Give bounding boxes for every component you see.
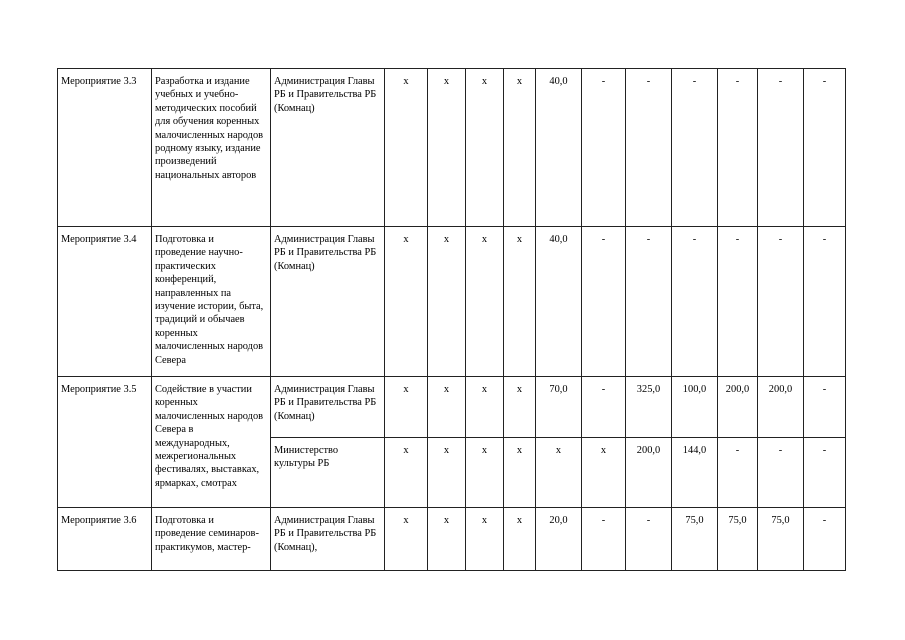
value-cell: 144,0 <box>672 438 718 508</box>
value-cell: - <box>718 69 758 227</box>
description-cell: Подготовка и проведение семинаров-практикумов, мастер- <box>152 508 271 571</box>
value-cell: x <box>504 69 536 227</box>
description-cell: Подготовка и проведение научно-практических конференций, направленных па изучение истории, быта, традиций и обычаев коренных малочисленных народов Севера <box>152 227 271 377</box>
value-cell: 75,0 <box>758 508 804 571</box>
measure-cell: Мероприятие 3.6 <box>58 508 152 571</box>
value-cell: - <box>582 377 626 438</box>
value-cell: - <box>582 69 626 227</box>
value-cell: - <box>804 227 846 377</box>
value-cell: x <box>428 508 466 571</box>
value-cell: 200,0 <box>718 377 758 438</box>
value-cell: - <box>804 438 846 508</box>
value-cell: x <box>466 438 504 508</box>
value-cell: x <box>385 227 428 377</box>
value-cell: x <box>466 377 504 438</box>
value-cell: - <box>718 227 758 377</box>
table-row <box>58 69 846 227</box>
value-cell: x <box>428 377 466 438</box>
value-cell: x <box>385 508 428 571</box>
value-cell: x <box>428 69 466 227</box>
value-cell: x <box>582 438 626 508</box>
value-cell: 75,0 <box>672 508 718 571</box>
table-row <box>58 377 846 438</box>
value-cell: - <box>718 438 758 508</box>
value-cell: 325,0 <box>626 377 672 438</box>
program-activities-table <box>57 68 846 571</box>
value-cell: x <box>504 508 536 571</box>
table-row <box>58 508 846 571</box>
value-cell: x <box>385 69 428 227</box>
executor-cell: Министерство культуры РБ <box>271 438 385 508</box>
value-cell: - <box>582 508 626 571</box>
measure-cell: Мероприятие 3.3 <box>58 69 152 227</box>
value-cell: x <box>466 69 504 227</box>
value-cell: x <box>466 508 504 571</box>
value-cell: 40,0 <box>536 227 582 377</box>
value-cell: - <box>804 508 846 571</box>
table-row <box>58 227 846 377</box>
value-cell: x <box>428 227 466 377</box>
measure-cell: Мероприятие 3.5 <box>58 377 152 508</box>
value-cell: - <box>626 227 672 377</box>
value-cell: - <box>626 69 672 227</box>
value-cell: - <box>758 227 804 377</box>
value-cell: x <box>504 227 536 377</box>
value-cell: 200,0 <box>626 438 672 508</box>
value-cell: x <box>466 227 504 377</box>
value-cell: - <box>758 69 804 227</box>
value-cell: x <box>385 438 428 508</box>
value-cell: 70,0 <box>536 377 582 438</box>
value-cell: 100,0 <box>672 377 718 438</box>
value-cell: - <box>582 227 626 377</box>
value-cell: x <box>504 377 536 438</box>
value-cell: - <box>672 227 718 377</box>
value-cell: 75,0 <box>718 508 758 571</box>
executor-cell: Администрация Главы РБ и Правительства РБ (Комнац) <box>271 227 385 377</box>
value-cell: x <box>504 438 536 508</box>
program-table-page <box>57 68 846 571</box>
value-cell: - <box>804 69 846 227</box>
measure-cell: Мероприятие 3.4 <box>58 227 152 377</box>
value-cell: - <box>672 69 718 227</box>
value-cell: 20,0 <box>536 508 582 571</box>
executor-cell: Администрация Главы РБ и Правительства РБ (Комнац), <box>271 508 385 571</box>
value-cell: 40,0 <box>536 69 582 227</box>
value-cell: x <box>385 377 428 438</box>
value-cell: x <box>428 438 466 508</box>
value-cell: x <box>536 438 582 508</box>
value-cell: - <box>758 438 804 508</box>
executor-cell: Администрация Главы РБ и Правительства РБ (Комнац) <box>271 377 385 438</box>
value-cell: - <box>626 508 672 571</box>
description-cell: Разработка и издание учебных и учебно-методических пособий для обучения коренных малочисленных народов родному языку, издание произведений национальных авторов <box>152 69 271 227</box>
value-cell: - <box>804 377 846 438</box>
value-cell: 200,0 <box>758 377 804 438</box>
description-cell: Содействие в участии коренных малочисленных народов Севера в международных, межрегиональных фестивалях, выставках, ярмарках, смотрах <box>152 377 271 508</box>
executor-cell: Администрация Главы РБ и Правительства РБ (Комнац) <box>271 69 385 227</box>
